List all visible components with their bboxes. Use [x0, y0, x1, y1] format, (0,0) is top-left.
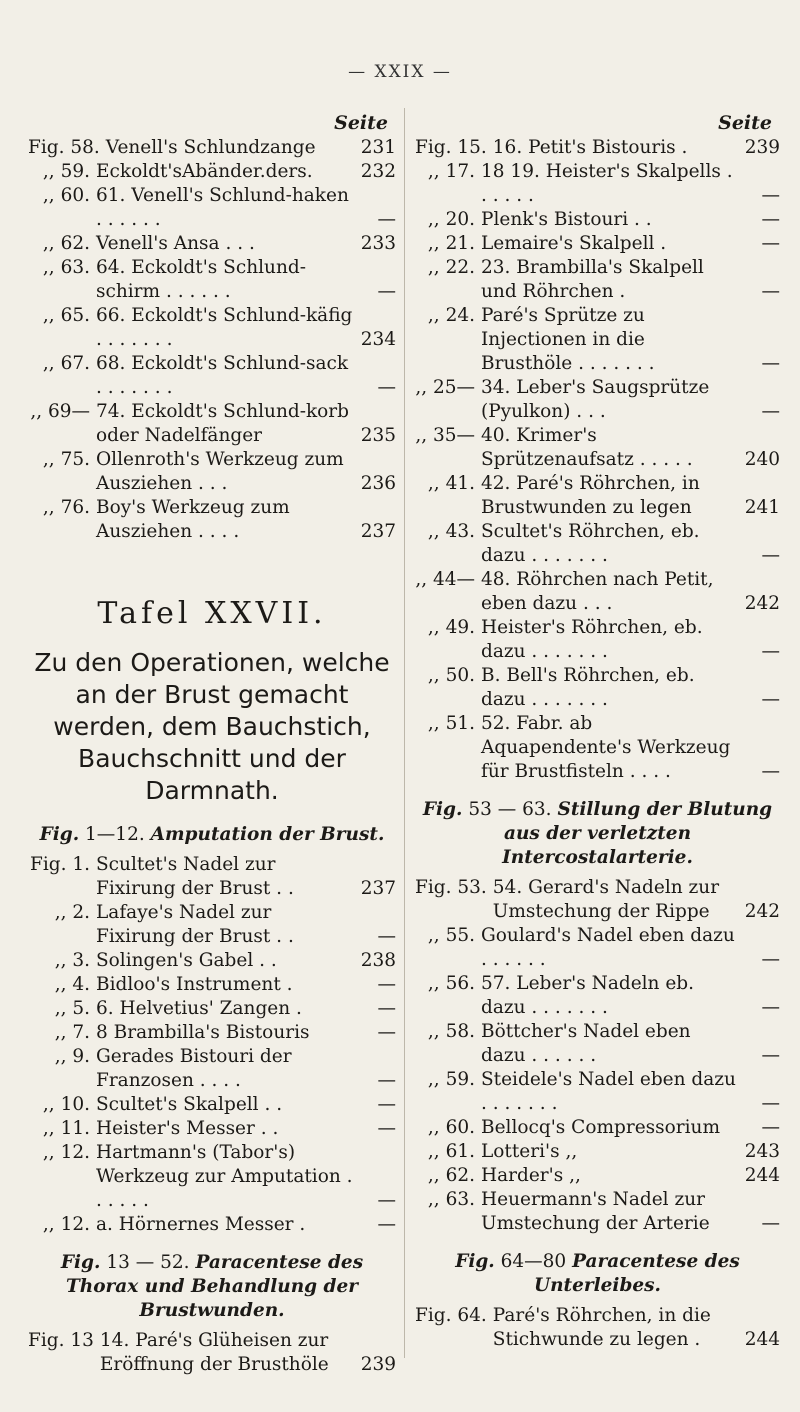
entry-text: 18 19. Heister's Skalpells . . . . . .	[481, 161, 733, 206]
column-divider	[404, 108, 405, 1358]
entry-text: Paré's Röhrchen, in die Stichwunde zu legen .	[492, 1305, 711, 1350]
entry-page-number: 239	[360, 1354, 396, 1375]
entry-figure-number: Fig. 53.	[415, 877, 487, 898]
list-item	[415, 1140, 780, 1164]
entry-figure-number: ,, 25—	[415, 377, 475, 398]
list-item	[28, 853, 396, 901]
entry-text: 16. Petit's Bistouris .	[492, 137, 688, 158]
list-item	[415, 376, 780, 424]
entry-page-number: —	[761, 209, 780, 230]
entry-figure-number: ,, 75.	[42, 449, 90, 470]
list-item	[415, 136, 780, 160]
entry-page-number: —	[761, 641, 780, 662]
left-entries-section2	[28, 1329, 396, 1377]
list-item	[28, 1093, 396, 1117]
entry-page-number: 235	[360, 425, 396, 446]
entry-text: Bidloo's Instrument .	[96, 974, 293, 995]
entry-page-number: 232	[360, 161, 396, 182]
entry-text: 74. Eckoldt's Schlund-korb oder Nadelfänger	[96, 401, 349, 446]
entry-figure-number: ,, 9.	[54, 1046, 90, 1067]
entry-page-number: 236	[360, 473, 396, 494]
entry-page-number: —	[761, 401, 780, 422]
section-title: Amputation der Brust.	[150, 824, 385, 845]
list-item	[28, 184, 396, 232]
entry-page-number: —	[377, 998, 396, 1019]
entry-text: 64. Eckoldt's Schlund-schirm . . . . . .	[96, 257, 306, 302]
entry-figure-number: ,, 63.	[427, 1189, 475, 1210]
entry-figure-number: ,, 44—	[415, 569, 475, 590]
entry-page-number: —	[761, 233, 780, 254]
list-item	[415, 472, 780, 520]
section-title: Paracentese des Unterleibes.	[533, 1251, 740, 1296]
entry-figure-number: ,, 3.	[54, 950, 90, 971]
entry-page-number: —	[761, 949, 780, 970]
entry-page-number: 243	[744, 1141, 780, 1162]
entry-page-number: 238	[360, 950, 396, 971]
entry-figure-number: ,, 5.	[54, 998, 90, 1019]
section-fig-label: Fig.	[455, 1251, 495, 1272]
entry-page-number: —	[761, 353, 780, 374]
entry-page-number: 242	[744, 901, 780, 922]
entry-figure-number: ,, 61.	[427, 1141, 475, 1162]
entry-figure-number: ,, 59.	[427, 1069, 475, 1090]
right-entries-top	[415, 136, 780, 784]
entry-text: 61. Venell's Schlund-haken . . . . . .	[96, 185, 349, 230]
entry-page-number: 239	[744, 137, 780, 158]
entry-figure-number: ,, 56.	[427, 973, 475, 994]
list-item	[415, 232, 780, 256]
entry-page-number: —	[761, 185, 780, 206]
entry-figure-number: ,, 41.	[427, 473, 475, 494]
entry-page-number: —	[377, 1118, 396, 1139]
entry-figure-number: ,, 51.	[427, 713, 475, 734]
entry-text: Heister's Röhrchen, eb. dazu . . . . . . .	[481, 617, 703, 662]
list-item	[415, 160, 780, 208]
entry-text: 14. Paré's Glüheisen zur Eröffnung der Brusthöle	[99, 1330, 329, 1375]
entry-page-number: —	[761, 689, 780, 710]
right-entries-section4	[415, 1304, 780, 1352]
list-item	[415, 972, 780, 1020]
entry-page-number: —	[377, 1214, 396, 1235]
list-item	[415, 568, 780, 616]
entry-text: Venell's Schlundzange	[105, 137, 316, 158]
entry-page-number: —	[377, 209, 396, 230]
tafel-title: Tafel XXVII.	[97, 596, 327, 631]
entry-text: Steidele's Nadel eben dazu . . . . . . .	[481, 1069, 736, 1114]
entry-page-number: —	[377, 281, 396, 302]
entry-figure-number: ,, 4.	[54, 974, 90, 995]
entry-text: Paré's Sprütze zu Injectionen in die Brusthöle . . . . . . .	[481, 305, 655, 374]
section-fig-label: Fig.	[39, 824, 80, 845]
entry-text: 54. Gerard's Nadeln zur Umstechung der Rippe	[492, 877, 720, 922]
entry-page-number: 244	[744, 1165, 780, 1186]
entry-text: 42. Paré's Röhrchen, in Brustwunden zu legen	[481, 473, 700, 518]
entry-figure-number: ,, 63.	[42, 257, 90, 278]
list-item	[415, 876, 780, 924]
entry-page-number: —	[377, 1070, 396, 1091]
entry-page-number: 237	[360, 878, 396, 899]
entry-text: Heister's Messer . .	[96, 1118, 279, 1139]
list-item	[415, 664, 780, 712]
entry-page-number: —	[377, 1190, 396, 1211]
entry-page-number: —	[761, 761, 780, 782]
list-item	[415, 712, 780, 784]
entry-page-number: 234	[360, 329, 396, 350]
seite-label-right: Seite	[718, 112, 772, 134]
tafel-subtitle: Zu den Operationen, welche an der Brust gemacht werden, dem Bauchstich, Bauchschnitt und der Darmnath.	[34, 648, 390, 805]
entry-text: 68. Eckoldt's Schlund-sack . . . . . . .	[96, 353, 349, 398]
entry-text: 8 Brambilla's Bistouris	[96, 1022, 310, 1043]
list-item	[28, 1213, 396, 1237]
entry-figure-number: ,, 55.	[427, 925, 475, 946]
list-item	[415, 1116, 780, 1140]
entry-figure-number: ,, 7.	[54, 1022, 90, 1043]
entry-page-number: —	[761, 1117, 780, 1138]
entry-figure-number: ,, 50.	[427, 665, 475, 686]
entry-text: Böttcher's Nadel eben dazu . . . . . .	[481, 1021, 691, 1066]
entry-text: Lemaire's Skalpell .	[481, 233, 667, 254]
list-item	[28, 949, 396, 973]
entry-text: Lafaye's Nadel zur Fixirung der Brust . .	[96, 902, 294, 947]
entry-figure-number: ,, 69—	[30, 401, 90, 422]
entry-figure-number: ,, 49.	[427, 617, 475, 638]
list-item	[28, 232, 396, 256]
entry-text: B. Bell's Röhrchen, eb. dazu . . . . . . .	[481, 665, 695, 710]
entry-figure-number: ,, 65.	[42, 305, 90, 326]
list-item	[28, 256, 396, 304]
section-range: 1—12.	[85, 824, 145, 845]
right-column	[415, 110, 780, 1352]
list-item	[28, 1141, 396, 1213]
list-item	[415, 520, 780, 568]
entry-page-number: 242	[744, 593, 780, 614]
list-item	[28, 448, 396, 496]
left-entries-section1	[28, 853, 396, 1237]
entry-text: Lotteri's ,,	[481, 1141, 578, 1162]
list-item	[415, 1164, 780, 1188]
entry-text: Harder's ,,	[481, 1165, 581, 1186]
entry-page-number: —	[761, 1213, 780, 1234]
entry-figure-number: ,, 24.	[427, 305, 475, 326]
entry-figure-number: ,, 17.	[427, 161, 475, 182]
list-item	[28, 997, 396, 1021]
list-item	[415, 1304, 780, 1352]
entry-figure-number: Fig. 15.	[415, 137, 487, 158]
entry-figure-number: ,, 76.	[42, 497, 90, 518]
entry-figure-number: Fig. 64.	[415, 1305, 487, 1326]
entry-text: Solingen's Gabel . .	[96, 950, 277, 971]
seite-label-left: Seite	[334, 112, 388, 134]
entry-text: Plenk's Bistouri . .	[481, 209, 652, 230]
list-item	[415, 924, 780, 972]
list-item	[28, 352, 396, 400]
entry-text: Boy's Werkzeug zum Ausziehen . . . .	[96, 497, 290, 542]
entry-figure-number: ,, 22.	[427, 257, 475, 278]
list-item	[28, 400, 396, 448]
entry-figure-number: ,, 43.	[427, 521, 475, 542]
entry-text: Scultet's Skalpell . .	[96, 1094, 283, 1115]
entry-page-number: —	[377, 1094, 396, 1115]
entry-text: 48. Röhrchen nach Petit, eben dazu . . .	[481, 569, 714, 614]
entry-text: 6. Helvetius' Zangen .	[96, 998, 302, 1019]
entry-page-number: —	[377, 1022, 396, 1043]
entry-figure-number: Fig. 1.	[29, 854, 90, 875]
entry-text: Ollenroth's Werkzeug zum Ausziehen . . .	[96, 449, 344, 494]
entry-text: Goulard's Nadel eben dazu . . . . . .	[481, 925, 735, 970]
section-heading-stillung	[415, 798, 780, 870]
right-entries-section3	[415, 876, 780, 1236]
section-range: 13 — 52.	[106, 1252, 190, 1273]
entry-page-number: 244	[744, 1329, 780, 1350]
entry-figure-number: Fig. 58.	[28, 137, 100, 158]
section-fig-label: Fig.	[422, 799, 463, 820]
section-title: Stillung der Blutung aus der verletzten Intercostalarterie.	[502, 799, 773, 868]
entry-text: 34. Leber's Saugsprütze (Pyulkon) . . .	[481, 377, 710, 422]
entry-text: Scultet's Röhrchen, eb. dazu . . . . . . .	[481, 521, 700, 566]
section-heading-paracentese-thorax	[28, 1251, 396, 1323]
entry-text: 66. Eckoldt's Schlund-käfig . . . . . . .	[96, 305, 353, 350]
list-item	[28, 1117, 396, 1141]
left-column	[28, 110, 396, 1377]
list-item	[415, 304, 780, 376]
entry-page-number: 241	[744, 497, 780, 518]
entry-text: 40. Krimer's Sprützenaufsatz . . . . .	[481, 425, 693, 470]
entry-text: Hartmann's (Tabor's) Werkzeug zur Amputation . . . . . .	[96, 1142, 353, 1211]
list-item	[28, 136, 396, 160]
entry-figure-number: ,, 60.	[42, 185, 90, 206]
section-title: Paracentese des Thorax und Behandlung der Brustwunden.	[65, 1252, 364, 1321]
entry-page-number: —	[761, 545, 780, 566]
list-item	[28, 1329, 396, 1377]
left-entries-top	[28, 136, 396, 544]
entry-page-number: —	[377, 926, 396, 947]
entry-page-number: —	[377, 974, 396, 995]
list-item	[28, 1045, 396, 1093]
section-heading-paracentese-unterleib	[415, 1250, 780, 1298]
entry-page-number: —	[761, 1093, 780, 1114]
section-heading-amputation	[28, 823, 396, 847]
list-item	[415, 424, 780, 472]
list-item	[415, 1188, 780, 1236]
entry-page-number: 233	[360, 233, 396, 254]
entry-figure-number: ,, 67.	[42, 353, 90, 374]
entry-page-number: 237	[360, 521, 396, 542]
entry-figure-number: ,, 60.	[427, 1117, 475, 1138]
list-item	[415, 1068, 780, 1116]
list-item	[415, 1020, 780, 1068]
entry-page-number: 240	[744, 449, 780, 470]
entry-text: Scultet's Nadel zur Fixirung der Brust . .	[96, 854, 294, 899]
entry-page-number: 231	[360, 137, 396, 158]
entry-page-number: —	[761, 1045, 780, 1066]
entry-page-number: —	[761, 281, 780, 302]
entry-text: Heuermann's Nadel zur Umstechung der Arterie	[481, 1189, 710, 1234]
section-range: 64—80	[500, 1251, 567, 1272]
list-item	[28, 304, 396, 352]
entry-figure-number: ,, 21.	[427, 233, 475, 254]
entry-figure-number: ,, 62.	[42, 233, 90, 254]
entry-figure-number: Fig. 13	[28, 1330, 94, 1351]
entry-figure-number: ,, 12.	[42, 1214, 90, 1235]
list-item	[28, 1021, 396, 1045]
entry-text: Gerades Bistouri der Franzosen . . . .	[96, 1046, 292, 1091]
entry-figure-number: ,, 58.	[427, 1021, 475, 1042]
list-item	[415, 256, 780, 304]
list-item	[415, 616, 780, 664]
entry-page-number: —	[761, 997, 780, 1018]
page-header: — XXIX —	[348, 62, 452, 82]
entry-text: Venell's Ansa . . .	[96, 233, 255, 254]
list-item	[28, 160, 396, 184]
list-item	[28, 496, 396, 544]
entry-figure-number: ,, 11.	[42, 1118, 90, 1139]
entry-figure-number: ,, 2.	[54, 902, 90, 923]
section-fig-label: Fig.	[60, 1252, 101, 1273]
entry-figure-number: ,, 20.	[427, 209, 475, 230]
list-item	[28, 973, 396, 997]
entry-text: 57. Leber's Nadeln eb. dazu . . . . . . .	[481, 973, 695, 1018]
entry-text: 23. Brambilla's Skalpell und Röhrchen .	[481, 257, 704, 302]
entry-figure-number: ,, 59.	[42, 161, 90, 182]
entry-figure-number: ,, 12.	[42, 1142, 90, 1163]
entry-text: Bellocq's Compressorium	[481, 1117, 720, 1138]
entry-text: a. Hörnernes Messer .	[96, 1214, 306, 1235]
entry-text: 52. Fabr. ab Aquapendente's Werkzeug für Brustfisteln . . . .	[481, 713, 731, 782]
entry-page-number: —	[377, 377, 396, 398]
list-item	[28, 901, 396, 949]
entry-figure-number: ,, 35—	[415, 425, 475, 446]
entry-text: Eckoldt'sAbänder.ders.	[96, 161, 313, 182]
entry-figure-number: ,, 10.	[42, 1094, 90, 1115]
list-item	[415, 208, 780, 232]
section-range: 53 — 63.	[468, 799, 552, 820]
entry-figure-number: ,, 62.	[427, 1165, 475, 1186]
